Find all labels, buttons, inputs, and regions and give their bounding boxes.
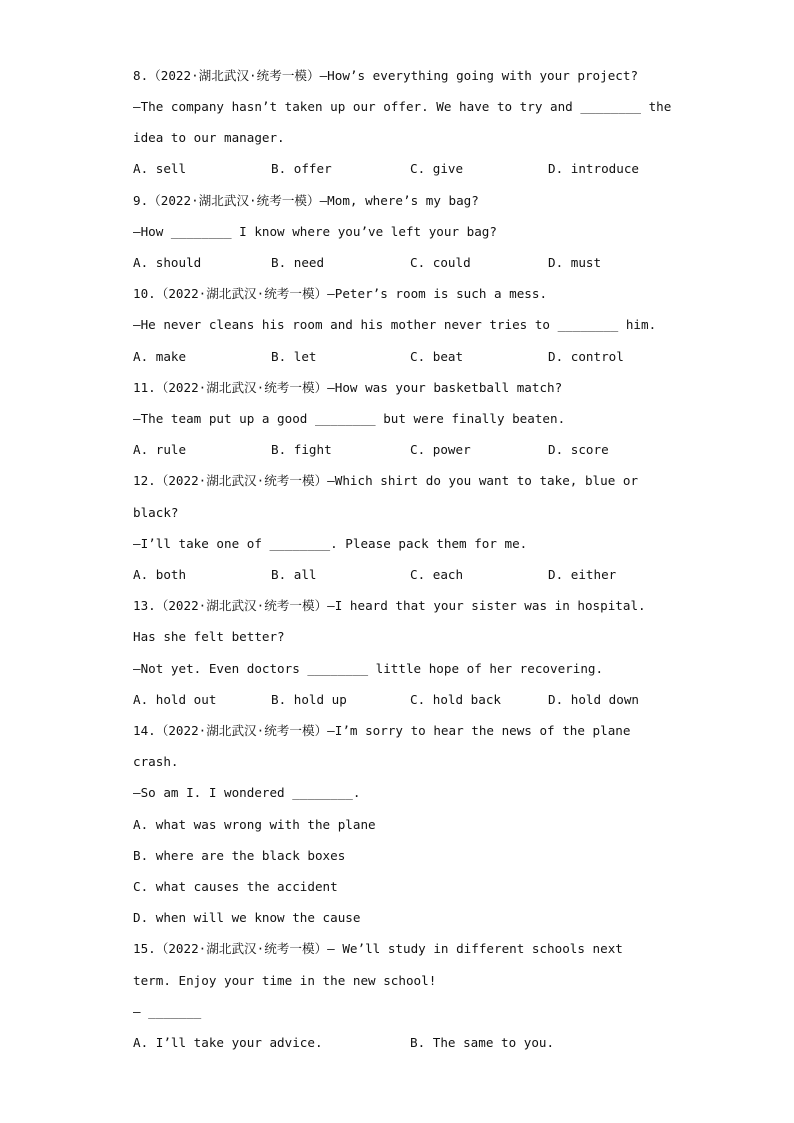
option-b: B. all <box>271 567 317 582</box>
question-line: black? <box>133 505 179 520</box>
question-line: —So am I. I wondered ________. <box>133 785 361 800</box>
question-line: 15.（2022·湖北武汉·统考一模）— We’ll study in different schools next <box>133 941 623 956</box>
option-c: C. each <box>410 567 464 582</box>
option-c: C. could <box>410 255 471 270</box>
question-line: Has she felt better? <box>133 629 285 644</box>
question-line: —How ________ I know where you’ve left your bag? <box>133 224 497 239</box>
option-c: C. beat <box>410 349 464 364</box>
question-line: —The team put up a good ________ but were finally beaten. <box>133 411 566 426</box>
option-c: C. hold back <box>410 692 501 707</box>
option-d: D. when will we know the cause <box>133 910 361 925</box>
option-d: D. either <box>548 567 617 582</box>
option-a: A. what was wrong with the plane <box>133 817 376 832</box>
option-d: D. introduce <box>548 161 639 176</box>
option-b: B. fight <box>271 442 332 457</box>
question-line: 13.（2022·湖北武汉·统考一模）—I heard that your sister was in hospital. <box>133 598 646 613</box>
option-a: A. make <box>133 349 187 364</box>
question-line: 11.（2022·湖北武汉·统考一模）—How was your basketball match? <box>133 380 563 395</box>
question-line: 14.（2022·湖北武汉·统考一模）—I’m sorry to hear the news of the plane <box>133 723 631 738</box>
option-b: B. let <box>271 349 317 364</box>
option-b: B. need <box>271 255 325 270</box>
option-c: C. give <box>410 161 464 176</box>
question-line: —The company hasn’t taken up our offer. We have to try and ________ the <box>133 99 672 114</box>
question-line: —Not yet. Even doctors ________ little hope of her recovering. <box>133 661 604 676</box>
option-c: C. what causes the accident <box>133 879 338 894</box>
option-b: B. hold up <box>271 692 347 707</box>
option-a: A. rule <box>133 442 187 457</box>
question-line: crash. <box>133 754 179 769</box>
option-a: A. sell <box>133 161 187 176</box>
option-c: C. power <box>410 442 471 457</box>
question-line: 8.（2022·湖北武汉·统考一模）—How’s everything going with your project? <box>133 68 639 83</box>
option-d: D. score <box>548 442 609 457</box>
option-d: D. must <box>548 255 602 270</box>
option-b: B. where are the black boxes <box>133 848 346 863</box>
question-line: 9.（2022·湖北武汉·统考一模）—Mom, where’s my bag? <box>133 193 479 208</box>
question-line: term. Enjoy your time in the new school! <box>133 973 437 988</box>
question-line: —I’ll take one of ________. Please pack them for me. <box>133 536 528 551</box>
option-b: B. The same to you. <box>410 1035 555 1050</box>
question-line: idea to our manager. <box>133 130 285 145</box>
option-a: A. hold out <box>133 692 217 707</box>
question-line: 10.（2022·湖北武汉·统考一模）—Peter’s room is such a mess. <box>133 286 548 301</box>
question-line: 12.（2022·湖北武汉·统考一模）—Which shirt do you want to take, blue or <box>133 473 639 488</box>
option-d: D. hold down <box>548 692 639 707</box>
option-d: D. control <box>548 349 624 364</box>
option-a: A. should <box>133 255 202 270</box>
question-line: —He never cleans his room and his mother never tries to ________ him. <box>133 317 657 332</box>
option-a: A. I’ll take your advice. <box>133 1035 323 1050</box>
question-line: — _______ <box>133 1004 202 1019</box>
option-b: B. offer <box>271 161 332 176</box>
option-a: A. both <box>133 567 187 582</box>
